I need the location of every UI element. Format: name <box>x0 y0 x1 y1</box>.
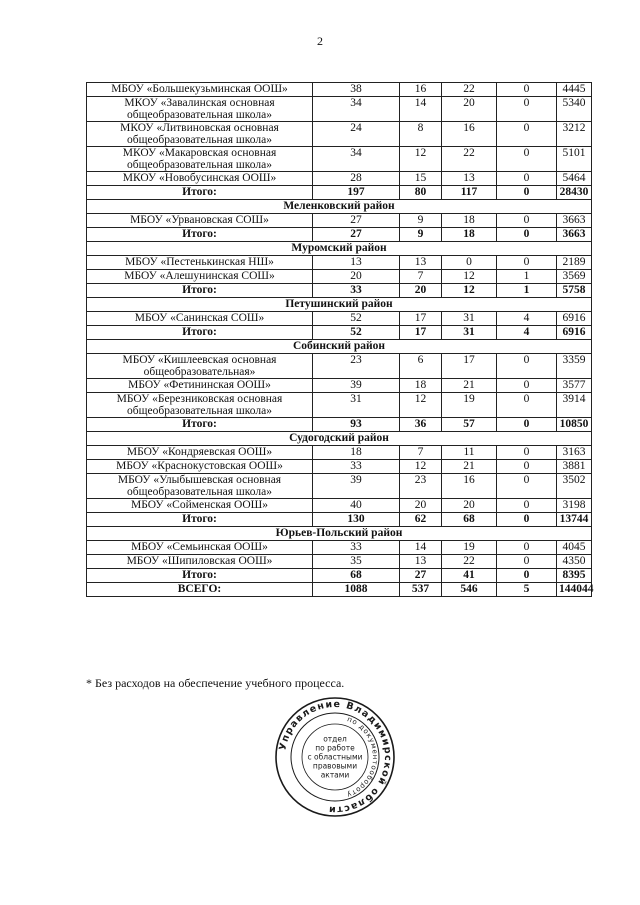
value-cell: 4045 <box>557 541 592 555</box>
table-row <box>87 172 592 186</box>
table-row <box>87 256 592 270</box>
total-value-cell: 36 <box>400 418 442 432</box>
school-name: МБОУ «Пестенькинская НШ» <box>87 256 313 270</box>
value-cell: 34 <box>313 97 400 122</box>
value-cell: 2189 <box>557 256 592 270</box>
value-cell: 5340 <box>557 97 592 122</box>
value-cell: 0 <box>497 214 557 228</box>
total-value-cell: 68 <box>442 513 497 527</box>
total-value-cell: 3663 <box>557 228 592 242</box>
total-label: Итого: <box>87 418 313 432</box>
value-cell: 14 <box>400 97 442 122</box>
value-cell: 23 <box>313 354 400 379</box>
district-header <box>87 527 592 541</box>
table-row <box>87 446 592 460</box>
value-cell: 18 <box>313 446 400 460</box>
total-row <box>87 418 592 432</box>
total-value-cell: 0 <box>497 228 557 242</box>
total-value-cell: 0 <box>497 418 557 432</box>
value-cell: 39 <box>313 474 400 499</box>
total-value-cell: 31 <box>442 326 497 340</box>
district-name: Судогодский район <box>87 432 592 446</box>
total-value-cell: 1 <box>497 284 557 298</box>
value-cell: 13 <box>442 172 497 186</box>
value-cell: 17 <box>442 354 497 379</box>
value-cell: 7 <box>400 270 442 284</box>
value-cell: 20 <box>400 499 442 513</box>
school-name: МБОУ «Кондряевская ООШ» <box>87 446 313 460</box>
value-cell: 12 <box>400 460 442 474</box>
total-value-cell: 41 <box>442 569 497 583</box>
value-cell: 0 <box>497 122 557 147</box>
school-name: МБОУ «Большекузьминская ООШ» <box>87 83 313 97</box>
total-value-cell: 27 <box>400 569 442 583</box>
value-cell: 3212 <box>557 122 592 147</box>
total-label: Итого: <box>87 326 313 340</box>
table-row <box>87 379 592 393</box>
total-value-cell: 130 <box>313 513 400 527</box>
value-cell: 38 <box>313 83 400 97</box>
table-row <box>87 214 592 228</box>
value-cell: 14 <box>400 541 442 555</box>
data-table <box>86 82 592 597</box>
stamp-center-line: отдел <box>323 734 347 744</box>
value-cell: 0 <box>497 354 557 379</box>
school-name: МБОУ «Шипиловская ООШ» <box>87 555 313 569</box>
total-row <box>87 284 592 298</box>
value-cell: 11 <box>442 446 497 460</box>
value-cell: 5101 <box>557 147 592 172</box>
total-value-cell: 0 <box>497 513 557 527</box>
value-cell: 22 <box>442 555 497 569</box>
value-cell: 28 <box>313 172 400 186</box>
total-value-cell: 18 <box>442 228 497 242</box>
value-cell: 1 <box>497 270 557 284</box>
table-row <box>87 555 592 569</box>
value-cell: 34 <box>313 147 400 172</box>
district-name: Меленковский район <box>87 200 592 214</box>
value-cell: 0 <box>497 83 557 97</box>
total-value-cell: 93 <box>313 418 400 432</box>
school-name: МБОУ «Кишлеевская основная общеобразовательная» <box>87 354 313 379</box>
value-cell: 0 <box>497 541 557 555</box>
total-row <box>87 228 592 242</box>
value-cell: 18 <box>442 214 497 228</box>
school-name: МКОУ «Новобусинская ООШ» <box>87 172 313 186</box>
total-label: Итого: <box>87 186 313 200</box>
district-header <box>87 340 592 354</box>
grand-total-value-cell: 144044 <box>557 583 592 597</box>
school-name: МБОУ «Сойменская ООШ» <box>87 499 313 513</box>
value-cell: 3663 <box>557 214 592 228</box>
table-row <box>87 83 592 97</box>
value-cell: 0 <box>497 555 557 569</box>
school-name: МБОУ «Алешунинская СОШ» <box>87 270 313 284</box>
value-cell: 15 <box>400 172 442 186</box>
official-stamp <box>274 696 396 818</box>
value-cell: 5464 <box>557 172 592 186</box>
school-name: МБОУ «Улыбышевская основная общеобразовательная школа» <box>87 474 313 499</box>
value-cell: 8 <box>400 122 442 147</box>
value-cell: 6 <box>400 354 442 379</box>
value-cell: 13 <box>313 256 400 270</box>
grand-total-row <box>87 583 592 597</box>
total-value-cell: 197 <box>313 186 400 200</box>
value-cell: 0 <box>442 256 497 270</box>
footnote: * Без расходов на обеспечение учебного процесса. <box>86 676 345 690</box>
district-header <box>87 298 592 312</box>
total-value-cell: 5758 <box>557 284 592 298</box>
value-cell: 20 <box>442 499 497 513</box>
value-cell: 24 <box>313 122 400 147</box>
total-value-cell: 52 <box>313 326 400 340</box>
school-name: МБОУ «Семьинская ООШ» <box>87 541 313 555</box>
value-cell: 31 <box>313 393 400 418</box>
value-cell: 19 <box>442 541 497 555</box>
value-cell: 22 <box>442 83 497 97</box>
value-cell: 3359 <box>557 354 592 379</box>
value-cell: 12 <box>442 270 497 284</box>
district-name: Собинский район <box>87 340 592 354</box>
stamp-center-line: актами <box>320 770 350 780</box>
total-value-cell: 33 <box>313 284 400 298</box>
value-cell: 33 <box>313 460 400 474</box>
total-value-cell: 13744 <box>557 513 592 527</box>
value-cell: 6916 <box>557 312 592 326</box>
value-cell: 39 <box>313 379 400 393</box>
value-cell: 4350 <box>557 555 592 569</box>
value-cell: 0 <box>497 379 557 393</box>
total-value-cell: 0 <box>497 569 557 583</box>
table-row <box>87 393 592 418</box>
value-cell: 20 <box>313 270 400 284</box>
value-cell: 18 <box>400 379 442 393</box>
value-cell: 12 <box>400 147 442 172</box>
value-cell: 0 <box>497 474 557 499</box>
district-name: Петушинский район <box>87 298 592 312</box>
table-row <box>87 354 592 379</box>
total-row <box>87 513 592 527</box>
value-cell: 13 <box>400 256 442 270</box>
value-cell: 0 <box>497 147 557 172</box>
total-value-cell: 28430 <box>557 186 592 200</box>
value-cell: 40 <box>313 499 400 513</box>
value-cell: 0 <box>497 499 557 513</box>
total-row <box>87 569 592 583</box>
table-row <box>87 147 592 172</box>
table-row <box>87 122 592 147</box>
total-value-cell: 68 <box>313 569 400 583</box>
value-cell: 9 <box>400 214 442 228</box>
grand-total-value-cell: 5 <box>497 583 557 597</box>
value-cell: 52 <box>313 312 400 326</box>
school-name: МБОУ «Фетининская ООШ» <box>87 379 313 393</box>
value-cell: 0 <box>497 460 557 474</box>
district-header <box>87 242 592 256</box>
value-cell: 19 <box>442 393 497 418</box>
page-number: 2 <box>317 34 323 48</box>
grand-total-label: ВСЕГО: <box>87 583 313 597</box>
table-row <box>87 474 592 499</box>
total-value-cell: 12 <box>442 284 497 298</box>
grand-total-value-cell: 1088 <box>313 583 400 597</box>
table-row <box>87 460 592 474</box>
total-value-cell: 27 <box>313 228 400 242</box>
table-row <box>87 97 592 122</box>
district-name: Муромский район <box>87 242 592 256</box>
district-name: Юрьев-Польский район <box>87 527 592 541</box>
total-value-cell: 10850 <box>557 418 592 432</box>
value-cell: 21 <box>442 460 497 474</box>
stamp-center-line: правовыми <box>312 761 358 771</box>
value-cell: 3569 <box>557 270 592 284</box>
value-cell: 27 <box>313 214 400 228</box>
total-value-cell: 80 <box>400 186 442 200</box>
stamp-center-line: с областными <box>307 752 363 762</box>
total-value-cell: 17 <box>400 326 442 340</box>
value-cell: 21 <box>442 379 497 393</box>
value-cell: 31 <box>442 312 497 326</box>
value-cell: 3914 <box>557 393 592 418</box>
total-label: Итого: <box>87 228 313 242</box>
stamp-middle-text: по документообороту <box>345 715 380 800</box>
total-value-cell: 9 <box>400 228 442 242</box>
value-cell: 0 <box>497 172 557 186</box>
district-header <box>87 200 592 214</box>
school-name: МКОУ «Завалинская основная общеобразовательная школа» <box>87 97 313 122</box>
grand-total-value-cell: 546 <box>442 583 497 597</box>
total-value-cell: 8395 <box>557 569 592 583</box>
stamp-center-line: по работе <box>315 743 355 753</box>
value-cell: 4 <box>497 312 557 326</box>
value-cell: 16 <box>442 122 497 147</box>
value-cell: 23 <box>400 474 442 499</box>
total-value-cell: 117 <box>442 186 497 200</box>
value-cell: 22 <box>442 147 497 172</box>
grand-total-value-cell: 537 <box>400 583 442 597</box>
total-label: Итого: <box>87 513 313 527</box>
value-cell: 4445 <box>557 83 592 97</box>
school-name: МБОУ «Санинская СОШ» <box>87 312 313 326</box>
value-cell: 35 <box>313 555 400 569</box>
total-value-cell: 62 <box>400 513 442 527</box>
total-value-cell: 20 <box>400 284 442 298</box>
value-cell: 3577 <box>557 379 592 393</box>
district-header <box>87 432 592 446</box>
value-cell: 20 <box>442 97 497 122</box>
value-cell: 3502 <box>557 474 592 499</box>
value-cell: 33 <box>313 541 400 555</box>
value-cell: 7 <box>400 446 442 460</box>
total-label: Итого: <box>87 569 313 583</box>
total-value-cell: 6916 <box>557 326 592 340</box>
school-name: МКОУ «Литвиновская основная общеобразовательная школа» <box>87 122 313 147</box>
total-value-cell: 4 <box>497 326 557 340</box>
total-label: Итого: <box>87 284 313 298</box>
school-name: МКОУ «Макаровская основная общеобразовательная школа» <box>87 147 313 172</box>
value-cell: 13 <box>400 555 442 569</box>
value-cell: 3881 <box>557 460 592 474</box>
table-row <box>87 499 592 513</box>
value-cell: 0 <box>497 446 557 460</box>
total-row <box>87 186 592 200</box>
table-row <box>87 270 592 284</box>
stamp-outer-text: Управление Владимирской области <box>277 698 394 816</box>
table-row <box>87 541 592 555</box>
table-row <box>87 312 592 326</box>
value-cell: 12 <box>400 393 442 418</box>
value-cell: 16 <box>442 474 497 499</box>
value-cell: 0 <box>497 393 557 418</box>
value-cell: 16 <box>400 83 442 97</box>
total-value-cell: 57 <box>442 418 497 432</box>
total-value-cell: 0 <box>497 186 557 200</box>
value-cell: 3163 <box>557 446 592 460</box>
school-name: МБОУ «Краснокустовская ООШ» <box>87 460 313 474</box>
school-name: МБОУ «Урвановская СОШ» <box>87 214 313 228</box>
school-name: МБОУ «Березниковская основная общеобразовательная школа» <box>87 393 313 418</box>
value-cell: 0 <box>497 97 557 122</box>
value-cell: 17 <box>400 312 442 326</box>
total-row <box>87 326 592 340</box>
value-cell: 0 <box>497 256 557 270</box>
value-cell: 3198 <box>557 499 592 513</box>
